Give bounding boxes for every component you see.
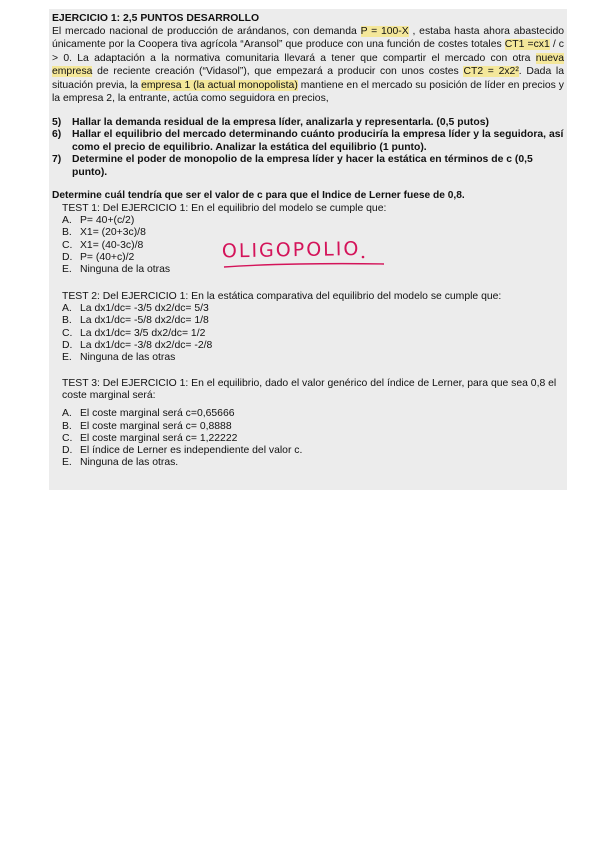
- handwriting-dot: [362, 256, 365, 259]
- handwritten-annotation: [220, 234, 390, 281]
- test-option: A. La dx1/dc= -3/5 dx2/dc= 5/3: [62, 303, 209, 315]
- test-option: A. P= 40+(c/2): [62, 215, 135, 227]
- test-option: C. La dx1/dc= 3/5 dx2/dc= 1/2: [62, 327, 206, 339]
- new-firm-highlight: nueva empresa: [52, 52, 564, 78]
- test-option: D. La dx1/dc= -3/8 dx2/dc= -2/8: [62, 339, 213, 351]
- intro-text-5: . Dada la situación previa, la: [52, 66, 565, 91]
- test-option: B. El coste marginal será c= 0,8888: [62, 420, 232, 432]
- test-option: C. El coste marginal será c= 1,22222: [62, 432, 238, 444]
- intro-text-2: , estaba hasta ahora abastecido únicamente por la Coopera tiva agrícola “Aransol” que produce con una función de costes totales: [52, 26, 565, 51]
- intro-text-3: / c > 0. La adaptación a la normativa comunitaria llevará a tener que compartir el mercado con otra: [52, 39, 564, 64]
- question-item: 5) Hallar la demanda residual de la empresa líder, analizarla y representarla. (0,5 putos): [52, 117, 489, 128]
- test-option: E. Ninguna de las otras: [62, 352, 176, 364]
- test-title: TEST 2: Del EJERCICIO 1: En la estática comparativa del equilibrio del modelo se cumple que:: [62, 291, 502, 302]
- test-option: A. El coste marginal será c=0,65666: [62, 408, 235, 420]
- oligopolio-handwriting: [220, 234, 390, 276]
- intro-text-1: El mercado nacional de producción de arándanos, con demanda: [52, 26, 361, 37]
- test-option: C. X1= (40-3c)/8: [62, 239, 144, 251]
- test-3: [62, 378, 562, 469]
- demand-function: P = 100-X: [360, 26, 409, 37]
- question-item: 6) Hallar el equilibrio del mercado determinando cuánto produciría la empresa líder y la seguidora, así como el precio de equilibrio. Analizar la estática del equilibrio (1 punto).: [52, 129, 564, 153]
- question-list: [52, 117, 564, 179]
- test-option: D. P= (40+c)/2: [62, 251, 135, 263]
- test-option: E. Ninguna de la otras: [62, 264, 171, 276]
- test-option: D. El índice de Lerner es independiente del valor c.: [62, 445, 303, 457]
- test-2: [62, 291, 562, 364]
- firm1-highlight: empresa 1 (la actual monopolista): [141, 79, 298, 91]
- question-item: 7) Determine el poder de monopolio de la empresa líder y hacer la estática en términos de c (0,5 punto).: [52, 154, 533, 178]
- test-title: TEST 3: Del EJERCICIO 1: En el equilibrio, dado el valor genérico del índice de Lerner, para que sea 0,8 el coste marginal será:: [62, 378, 557, 402]
- cost-function-2: CT2 = 2x2²: [463, 66, 519, 78]
- handwriting-text: OLIGOPOLIO: [221, 237, 361, 263]
- exercise-title: EJERCICIO 1: 2,5 PUNTOS DESARROLLO: [52, 13, 260, 24]
- test-option: E. Ninguna de las otras.: [62, 457, 179, 469]
- lerner-question: Determine cuál tendría que ser el valor de c para que el Indice de Lerner fuese de 0,8.: [52, 190, 465, 201]
- handwriting-underline: [224, 264, 384, 267]
- test-option: B. La dx1/dc= -5/8 dx2/dc= 1/8: [62, 315, 209, 327]
- cost-function-1: CT1 =cx1: [504, 39, 550, 51]
- intro-text-4: de reciente creación (“Vidasol”), que empezará a producir con unos costes: [92, 66, 464, 78]
- test-title: TEST 1: Del EJERCICIO 1: En el equilibrio del modelo se cumple que:: [62, 203, 387, 214]
- intro-text-6: mantiene en el mercado su posición de líder en precios y la empresa 2, la entrante, actúa como seguidora en precios,: [52, 79, 564, 105]
- test-option: B. X1= (20+3c)/8: [62, 227, 146, 239]
- exercise-statement: [52, 25, 564, 105]
